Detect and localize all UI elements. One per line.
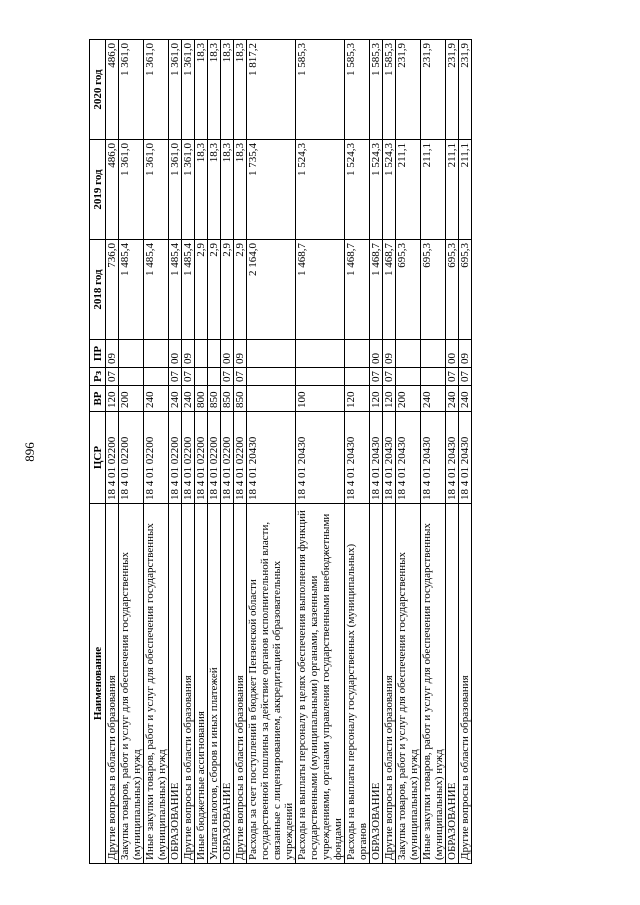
cell-code: 18 4 01 02200 [119,412,144,504]
cell-name: Закупка товаров, работ и услуг для обеспечения государственных (муниципальных) нужд [396,504,421,864]
cell-2020: 1 817,2 [247,40,296,140]
cell-2020: 1 585,3 [370,40,383,140]
cell-pr [208,340,221,368]
table-header-row [90,40,106,864]
table-row [296,40,345,864]
cell-2018: 695,3 [421,240,446,340]
cell-pr: 09 [234,340,247,368]
table-body [106,40,472,864]
cell-2019: 1 361,0 [169,140,182,240]
cell-2018: 2,9 [195,240,208,340]
table-row [234,40,247,864]
cell-rz [421,368,446,386]
cell-2020: 18,3 [208,40,221,140]
cell-vr [247,386,296,412]
cell-rz [345,368,370,386]
cell-code: 18 4 01 02200 [234,412,247,504]
table-row [144,40,169,864]
cell-2019: 1 524,3 [370,140,383,240]
cell-2019: 1 361,0 [144,140,169,240]
cell-vr: 240 [182,386,195,412]
budget-table-container [89,40,553,864]
table-row [106,40,119,864]
table-row [370,40,383,864]
cell-name: Закупка товаров, работ и услуг для обеспечения государственных (муниципальных) нужд [119,504,144,864]
cell-code: 18 4 01 20430 [296,412,345,504]
cell-2020: 1 585,3 [383,40,396,140]
cell-vr: 100 [296,386,345,412]
cell-2018: 695,3 [396,240,421,340]
table-row [345,40,370,864]
cell-pr: 09 [182,340,195,368]
cell-code: 18 4 01 20430 [383,412,396,504]
cell-code: 18 4 01 02200 [144,412,169,504]
cell-name: Другие вопросы в области образования [459,504,472,864]
cell-pr [195,340,208,368]
table-row [182,40,195,864]
cell-name: Уплата налогов, сборов и иных платежей [208,504,221,864]
cell-vr: 120 [345,386,370,412]
cell-2020: 18,3 [221,40,234,140]
cell-name: Расходы на выплаты персоналу в целях обеспечения выполнения функций государственными (муниципальными) органами, казенными учреждениями, органами управления государственными внебюджетными фондами [296,504,345,864]
cell-2018: 1 468,7 [296,240,345,340]
cell-vr: 200 [396,386,421,412]
cell-code: 18 4 01 20430 [459,412,472,504]
cell-code: 18 4 01 02200 [208,412,221,504]
cell-pr: 09 [106,340,119,368]
cell-code: 18 4 01 02200 [106,412,119,504]
table-row [459,40,472,864]
cell-rz: 07 [446,368,459,386]
cell-vr: 240 [421,386,446,412]
cell-2018: 736,0 [106,240,119,340]
cell-pr: 00 [221,340,234,368]
cell-rz: 07 [106,368,119,386]
cell-2018: 1 468,7 [370,240,383,340]
cell-code: 18 4 01 20430 [446,412,459,504]
cell-code: 18 4 01 20430 [247,412,296,504]
cell-2020: 1 361,0 [119,40,144,140]
cell-2020: 231,9 [459,40,472,140]
cell-pr [119,340,144,368]
cell-vr: 200 [119,386,144,412]
cell-pr [421,340,446,368]
cell-2020: 18,3 [195,40,208,140]
cell-name: Другие вопросы в области образования [234,504,247,864]
cell-2019: 18,3 [195,140,208,240]
cell-pr [345,340,370,368]
cell-vr: 850 [234,386,247,412]
cell-2018: 695,3 [446,240,459,340]
cell-rz [119,368,144,386]
cell-rz: 07 [221,368,234,386]
cell-code: 18 4 01 02200 [169,412,182,504]
cell-vr: 850 [221,386,234,412]
cell-rz [195,368,208,386]
cell-pr: 00 [446,340,459,368]
cell-name: Иные закупки товаров, работ и услуг для обеспечения государственных (муниципальных) нужд [144,504,169,864]
cell-2019: 18,3 [234,140,247,240]
cell-2018: 1 468,7 [345,240,370,340]
header-name: Наименование [90,504,106,864]
cell-2019: 211,1 [446,140,459,240]
table-row [169,40,182,864]
rotated-page-area [89,40,553,864]
cell-name: Другие вопросы в области образования [182,504,195,864]
cell-vr: 240 [169,386,182,412]
cell-rz [208,368,221,386]
cell-vr: 120 [370,386,383,412]
page-number-text: 896 [22,442,37,462]
cell-name: ОБРАЗОВАНИЕ [221,504,234,864]
cell-rz: 07 [182,368,195,386]
cell-2019: 1 361,0 [119,140,144,240]
header-2019: 2019 год [90,140,106,240]
cell-name: ОБРАЗОВАНИЕ [370,504,383,864]
cell-vr: 800 [195,386,208,412]
cell-name: Расходы за счет поступлений в бюджет Пензенской области государственной пошлины за действие органов исполнительной власти, связанные с лицензированием, аккредитацией образовательных учреждений [247,504,296,864]
header-code: ЦСР [90,412,106,504]
cell-rz: 07 [459,368,472,386]
cell-pr: 00 [169,340,182,368]
cell-2020: 1 585,3 [296,40,345,140]
cell-code: 18 4 01 02200 [182,412,195,504]
cell-2019: 1 524,3 [296,140,345,240]
cell-2018: 695,3 [459,240,472,340]
table-row [421,40,446,864]
cell-rz [396,368,421,386]
table-row [396,40,421,864]
cell-code: 18 4 01 02200 [195,412,208,504]
cell-2020: 18,3 [234,40,247,140]
cell-name: Расходы на выплаты персоналу государственных (муниципальных) органов [345,504,370,864]
cell-vr: 240 [144,386,169,412]
cell-2018: 2 164,0 [247,240,296,340]
cell-2020: 1 361,0 [182,40,195,140]
cell-pr [144,340,169,368]
cell-2018: 1 485,4 [182,240,195,340]
cell-2018: 1 485,4 [169,240,182,340]
header-2020: 2020 год [90,40,106,140]
cell-code: 18 4 01 20430 [345,412,370,504]
cell-pr: 09 [383,340,396,368]
cell-2019: 211,1 [459,140,472,240]
cell-rz: 07 [383,368,396,386]
cell-2020: 1 585,3 [345,40,370,140]
cell-pr [247,340,296,368]
cell-2019: 18,3 [208,140,221,240]
cell-name: ОБРАЗОВАНИЕ [446,504,459,864]
cell-name: Другие вопросы в области образования [383,504,396,864]
cell-rz: 07 [234,368,247,386]
cell-vr: 240 [446,386,459,412]
cell-name: Другие вопросы в области образования [106,504,119,864]
cell-rz [144,368,169,386]
cell-2018: 1 485,4 [119,240,144,340]
cell-2019: 1 524,3 [383,140,396,240]
cell-2019: 1 361,0 [182,140,195,240]
cell-2020: 231,9 [396,40,421,140]
cell-name: Иные бюджетные ассигнования [195,504,208,864]
table-row [247,40,296,864]
cell-rz: 07 [169,368,182,386]
cell-2020: 231,9 [421,40,446,140]
cell-2018: 2,9 [208,240,221,340]
header-pr: ПР [90,340,106,368]
cell-pr [396,340,421,368]
cell-name: ОБРАЗОВАНИЕ [169,504,182,864]
cell-pr [296,340,345,368]
cell-2019: 211,1 [396,140,421,240]
header-vr: ВР [90,386,106,412]
cell-code: 18 4 01 20430 [396,412,421,504]
cell-vr: 850 [208,386,221,412]
cell-name: Иные закупки товаров, работ и услуг для обеспечения государственных (муниципальных) нужд [421,504,446,864]
cell-2020: 1 361,0 [144,40,169,140]
cell-vr: 240 [459,386,472,412]
cell-2019: 486,0 [106,140,119,240]
header-2018: 2018 год [90,240,106,340]
cell-pr: 09 [459,340,472,368]
table-row [383,40,396,864]
table-row [208,40,221,864]
cell-pr: 00 [370,340,383,368]
cell-2018: 1 485,4 [144,240,169,340]
budget-table [89,39,472,864]
cell-2019: 1 735,4 [247,140,296,240]
cell-2019: 18,3 [221,140,234,240]
cell-vr: 120 [383,386,396,412]
table-row [119,40,144,864]
cell-2020: 231,9 [446,40,459,140]
table-row [446,40,459,864]
cell-2018: 2,9 [221,240,234,340]
cell-2018: 2,9 [234,240,247,340]
cell-code: 18 4 01 20430 [421,412,446,504]
cell-2020: 1 361,0 [169,40,182,140]
table-row [195,40,208,864]
header-rz: Рз [90,368,106,386]
cell-rz [296,368,345,386]
cell-2020: 486,0 [106,40,119,140]
cell-code: 18 4 01 20430 [370,412,383,504]
cell-vr: 120 [106,386,119,412]
cell-rz [247,368,296,386]
table-row [221,40,234,864]
cell-2019: 1 524,3 [345,140,370,240]
cell-rz: 07 [370,368,383,386]
cell-code: 18 4 01 02200 [221,412,234,504]
cell-2018: 1 468,7 [383,240,396,340]
cell-2019: 211,1 [421,140,446,240]
